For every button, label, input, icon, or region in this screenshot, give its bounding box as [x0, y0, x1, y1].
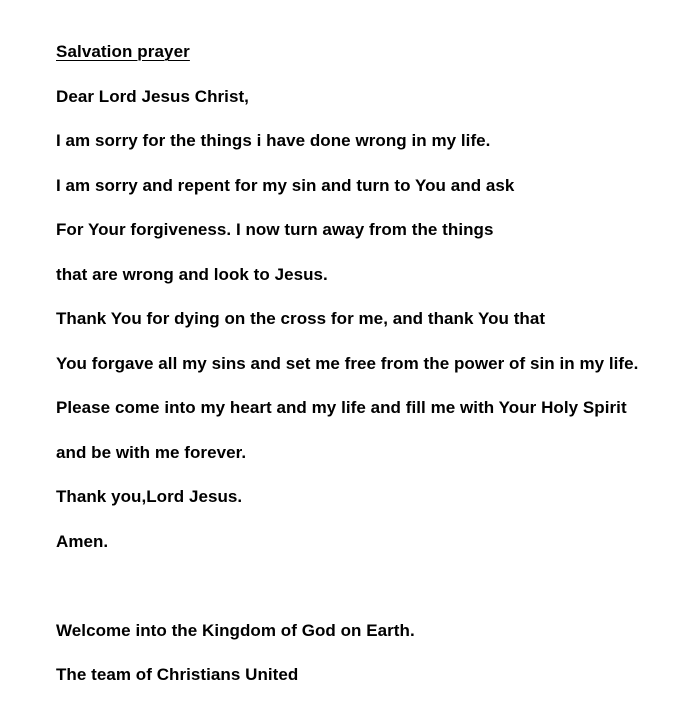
prayer-line-amen: Amen. [56, 531, 109, 551]
prayer-line-5: Thank You for dying on the cross for me, and thank You that [56, 309, 546, 328]
prayer-line-8: and be with me forever. [56, 442, 247, 462]
prayer-line-3: For Your forgiveness. I now turn away from the things [56, 220, 494, 239]
document-title-text: Salvation prayer [56, 42, 190, 61]
prayer-line-7: Please come into my heart and my life and fill me with Your Holy Spirit [56, 398, 627, 417]
prayer-line-thanks: Thank you,Lord Jesus. [56, 487, 243, 506]
prayer-line-salutation: Dear Lord Jesus Christ, [56, 86, 249, 106]
paragraph-spacer [56, 564, 673, 609]
closing-line-welcome: Welcome into the Kingdom of God on Earth. [56, 620, 415, 640]
prayer-line-1: I am sorry for the things i have done wrong in my life. [56, 131, 491, 150]
closing-line-signature: The team of Christians United [56, 665, 299, 684]
prayer-line-4: that are wrong and look to Jesus. [56, 264, 328, 284]
document-title [56, 30, 673, 75]
prayer-line-6: You forgave all my sins and set me free from the power of sin in my life. [56, 353, 639, 373]
prayer-line-2: I am sorry and repent for my sin and turn to You and ask [56, 175, 515, 195]
